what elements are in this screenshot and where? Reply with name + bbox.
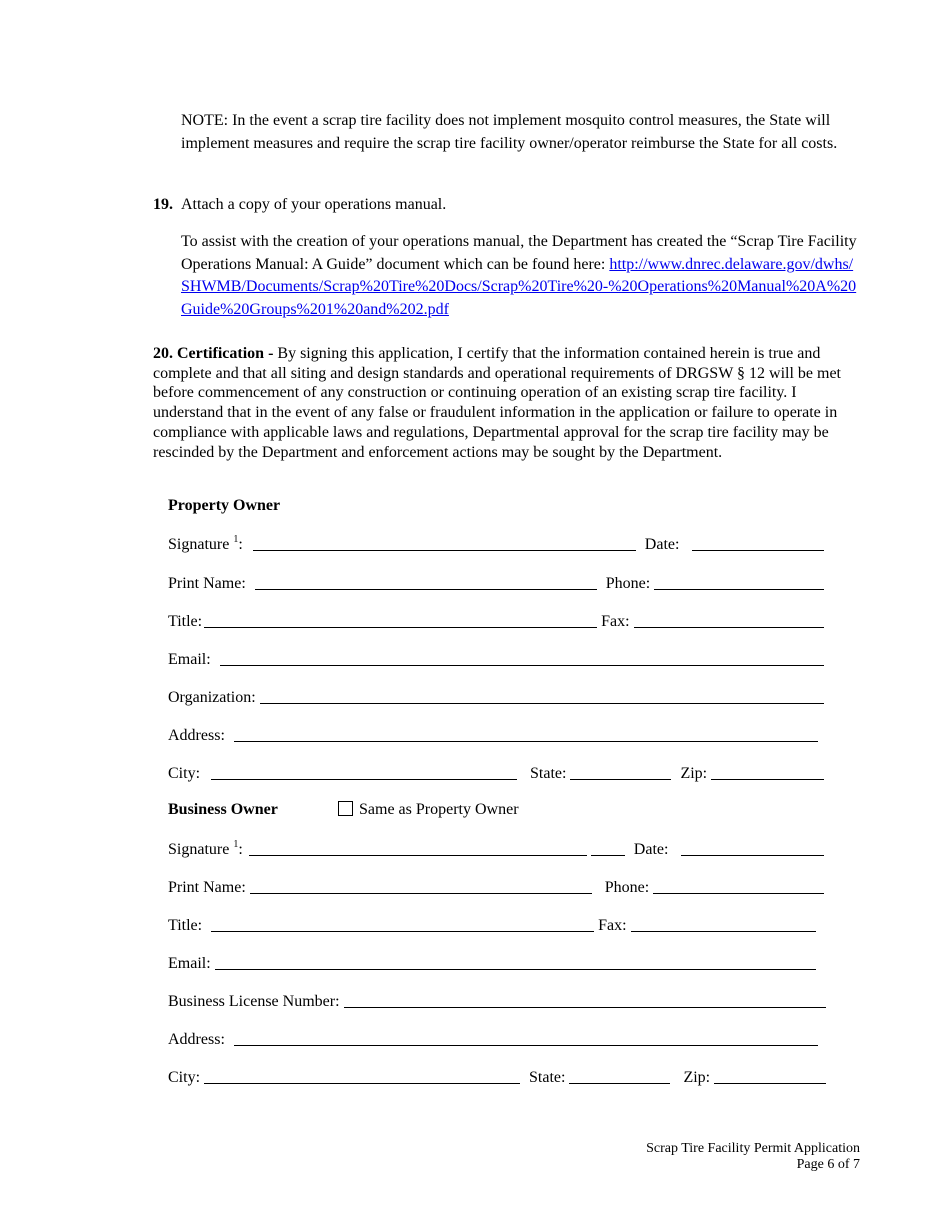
po-phone-field[interactable] (654, 589, 824, 590)
bo-signature-row (168, 839, 824, 859)
bo-signature-field-ext[interactable] (591, 855, 625, 856)
po-address-row (168, 725, 818, 745)
bo-license-label: Business License Number: (168, 993, 340, 1010)
certification-text: By signing this application, I certify that the information contained herein is true and complete and that all siting and design standards and operational requirements of DRGSW § 12 will be met before commencement of any construction or continuing operation of an existing scrap tire facility. I understand that in the event of any false or fraudulent information in the application or failure to operate in compliance with applicable laws and regulations, Departmental approval for the scrap tire facility may be rescinded by the Department and enforcement actions may be sought by the Department. (153, 345, 841, 461)
bo-date-field[interactable] (681, 855, 824, 856)
bo-address-label: Address: (168, 1031, 225, 1048)
po-address-label: Address: (168, 727, 225, 744)
page-footer (646, 1141, 860, 1173)
bo-city-field[interactable] (204, 1083, 520, 1084)
footer-title: Scrap Tire Facility Permit Application (646, 1141, 860, 1156)
bo-signature-label: Signature $^1$: (168, 839, 243, 858)
bo-phone-label: Phone: (604, 879, 650, 896)
bo-print-name-field[interactable] (250, 893, 592, 894)
footer-page-number: Page 6 of 7 (796, 1157, 860, 1172)
po-email-row (168, 649, 824, 669)
certification-heading: 20. Certification - (153, 345, 274, 362)
po-zip-label: Zip: (680, 765, 708, 782)
po-phone-label: Phone: (605, 575, 651, 592)
same-as-property-owner[interactable] (338, 801, 519, 819)
bo-city-label: City: (168, 1069, 201, 1086)
bo-license-row (168, 991, 826, 1011)
bo-signature-field[interactable] (249, 855, 587, 856)
po-city-field[interactable] (211, 779, 517, 780)
operations-manual-link[interactable]: http://www.dnrec.delaware.gov/dwhs/SHWMB/Documents/Scrap%20Tire%20Docs/Scrap%20Tire%20-%20Operations%20Manual%20A%20Guide%20Groups%201%20and%202.pdf (181, 255, 857, 318)
bo-state-field[interactable] (569, 1083, 670, 1084)
bo-fax-field[interactable] (631, 931, 816, 932)
item-19-assist-text: To assist with the creation of your operations manual, the Department has created the “Scrap Tire Facility Operations Manual: A Guide” document which can be found here: (181, 233, 857, 273)
bo-phone-field[interactable] (653, 893, 824, 894)
po-zip-field[interactable] (711, 779, 824, 780)
bo-date-label: Date: (633, 841, 669, 858)
bo-address-field[interactable] (234, 1045, 818, 1046)
business-owner-heading: Business Owner (168, 801, 278, 818)
bo-print-name-row (168, 877, 824, 897)
po-fax-field[interactable] (634, 627, 824, 628)
po-city-row (168, 763, 824, 783)
bo-state-label: State: (529, 1069, 566, 1086)
same-as-label: Same as Property Owner (359, 801, 519, 818)
bo-license-field[interactable] (344, 1007, 826, 1008)
bo-zip-field[interactable] (714, 1083, 826, 1084)
po-email-label: Email: (168, 651, 211, 668)
property-owner-heading: Property Owner (168, 497, 281, 514)
same-as-checkbox[interactable] (338, 801, 353, 816)
item-19-assist (181, 231, 861, 321)
po-title-field[interactable] (204, 627, 597, 628)
po-organization-label: Organization: (168, 689, 256, 706)
po-print-name-label: Print Name: (168, 575, 246, 592)
bo-email-row (168, 953, 816, 973)
bo-address-row (168, 1029, 818, 1049)
bo-city-row (168, 1067, 826, 1087)
po-signature-row (168, 534, 824, 554)
po-email-field[interactable] (220, 665, 824, 666)
po-title-row (168, 611, 824, 631)
bo-title-field[interactable] (211, 931, 594, 932)
po-date-field[interactable] (692, 550, 824, 551)
bo-print-name-label: Print Name: (168, 879, 246, 896)
bo-title-row (168, 915, 816, 935)
item-19 (153, 194, 853, 217)
bo-fax-label: Fax: (598, 917, 627, 934)
po-print-name-row (168, 573, 824, 593)
po-city-label: City: (168, 765, 201, 782)
po-date-label: Date: (644, 536, 680, 553)
po-signature-field[interactable] (253, 550, 636, 551)
mosquito-note: NOTE: In the event a scrap tire facility does not implement mosquito control measures, the State will implement measures and require the scrap tire facility owner/operator reimburse the State for all costs. (181, 112, 838, 152)
item-19-text: Attach a copy of your operations manual. (181, 196, 447, 213)
po-print-name-field[interactable] (255, 589, 597, 590)
po-state-field[interactable] (570, 779, 671, 780)
po-organization-row (168, 687, 824, 707)
po-title-label: Title: (168, 613, 203, 630)
po-fax-label: Fax: (601, 613, 630, 630)
item-19-number: 19. (153, 196, 173, 213)
bo-title-label: Title: (168, 917, 203, 934)
bo-email-label: Email: (168, 955, 211, 972)
po-address-field[interactable] (234, 741, 818, 742)
po-signature-label: Signature $^1$: (168, 534, 243, 553)
item-20-certification (153, 344, 859, 462)
po-state-label: State: (530, 765, 567, 782)
bo-zip-label: Zip: (683, 1069, 711, 1086)
po-organization-field[interactable] (260, 703, 824, 704)
bo-email-field[interactable] (215, 969, 816, 970)
